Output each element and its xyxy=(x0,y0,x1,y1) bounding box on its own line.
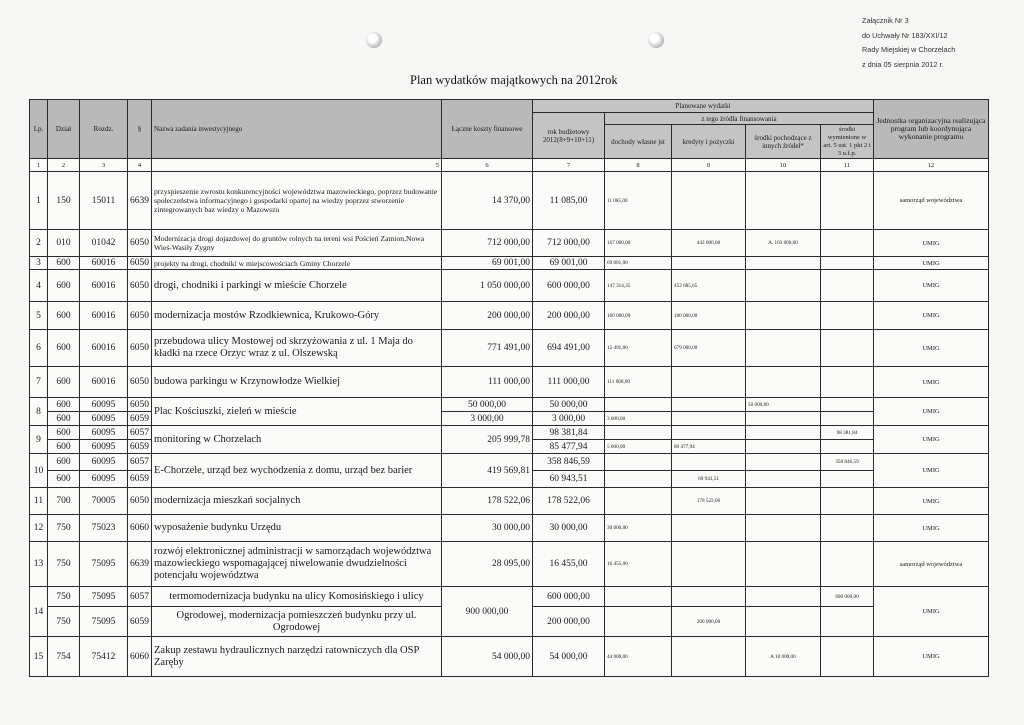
cell-dzial: 700 xyxy=(48,488,80,515)
cell-kredyty xyxy=(672,398,746,412)
cell-wym xyxy=(821,471,874,488)
cell-jednostka: UMIG xyxy=(874,257,989,270)
cell-lp: 2 xyxy=(30,230,48,257)
punch-hole-right xyxy=(648,32,664,48)
cell-name: Plac Kościuszki, zieleń w mieście xyxy=(152,398,442,426)
cell-laczne: 69 001,00 xyxy=(442,257,533,270)
cell-par: 6057 xyxy=(128,454,152,471)
cell-laczne: 771 491,00 xyxy=(442,330,533,367)
cell-dochody xyxy=(605,398,672,412)
cell-laczne: 178 522,06 xyxy=(442,488,533,515)
punch-hole-left xyxy=(366,32,382,48)
col-number: 10 xyxy=(746,159,821,172)
table-row xyxy=(30,257,989,270)
cell-dzial: 600 xyxy=(48,367,80,398)
cell-name: termomodernizacja budynku na ulicy Komosińskiego i ulicy xyxy=(152,587,442,607)
table-row xyxy=(30,367,989,398)
cell-par: 6057 xyxy=(128,426,152,440)
cell-rozdz: 75095 xyxy=(80,607,128,637)
cell-wym xyxy=(821,230,874,257)
cell-lp: 12 xyxy=(30,515,48,542)
cell-jednostka: UMIG xyxy=(874,330,989,367)
cell-dzial: 010 xyxy=(48,230,80,257)
col-header-jednostka: Jednostka organizacyjna realizująca program lub koordynująca wykonanie programu xyxy=(874,100,989,159)
cell-dochody: 100 000,00 xyxy=(605,302,672,330)
cell-wym xyxy=(821,515,874,542)
cell-laczne: 200 000,00 xyxy=(442,302,533,330)
cell-inne xyxy=(746,257,821,270)
cell-lp: 11 xyxy=(30,488,48,515)
cell-rozdz: 60016 xyxy=(80,367,128,398)
cell-wym xyxy=(821,412,874,426)
cell-rok: 3 000,00 xyxy=(533,412,605,426)
cell-laczne: 419 569,81 xyxy=(442,454,533,488)
cell-laczne: 900 000,00 xyxy=(442,587,533,637)
cell-kredyty xyxy=(672,587,746,607)
cell-kredyty: 679 000,00 xyxy=(672,330,746,367)
cell-name: modernizacja mieszkań socjalnych xyxy=(152,488,442,515)
cell-jednostka: UMIG xyxy=(874,367,989,398)
col-header-srodki-wym: środki wymienione w art. 5 ust. 1 pkt 2 i 3 u.f.p. xyxy=(821,125,874,159)
cell-lp: 5 xyxy=(30,302,48,330)
col-header-z-tego: z tego źródła finansowania xyxy=(605,113,874,125)
cell-dzial: 150 xyxy=(48,172,80,230)
cell-wym xyxy=(821,302,874,330)
col-header-rozdz: Rozdz. xyxy=(80,100,128,159)
cell-kredyty xyxy=(672,412,746,426)
cell-lp: 9 xyxy=(30,426,48,454)
cell-rozdz: 60095 xyxy=(80,398,128,412)
cell-name: przebudowa ulicy Mostowej od skrzyżowania z ul. 1 Maja do kładki na rzece Orzyc wraz z ul. Olszewską xyxy=(152,330,442,367)
cell-inne xyxy=(746,270,821,302)
cell-rok: 30 000,00 xyxy=(533,515,605,542)
cell-kredyty: 442 000,00 xyxy=(672,230,746,257)
cell-inne: 50 000,00 xyxy=(746,398,821,412)
column-number-row xyxy=(30,159,989,172)
cell-name: Ogrodowej, modernizacja pomieszczeń budynku przy ul. Ogrodowej xyxy=(152,607,442,637)
cell-lp: 6 xyxy=(30,330,48,367)
cell-laczne: 50 000,00 xyxy=(442,398,533,412)
cell-inne: A 10 000,00 xyxy=(746,637,821,677)
cell-dzial: 600 xyxy=(48,330,80,367)
cell-jednostka: samorząd województwa xyxy=(874,542,989,587)
cell-wym xyxy=(821,172,874,230)
col-number: 5 xyxy=(152,159,442,172)
col-number: 9 xyxy=(672,159,746,172)
table-row xyxy=(30,587,989,607)
cell-jednostka: UMIG xyxy=(874,488,989,515)
table-row xyxy=(30,515,989,542)
cell-kredyty xyxy=(672,367,746,398)
cell-dzial: 600 xyxy=(48,440,80,454)
cell-dochody: 30 000,00 xyxy=(605,515,672,542)
cell-par: 6639 xyxy=(128,542,152,587)
cell-rozdz: 60095 xyxy=(80,440,128,454)
cell-dzial: 750 xyxy=(48,515,80,542)
cell-lp: 8 xyxy=(30,398,48,426)
cell-jednostka: UMIG xyxy=(874,426,989,454)
cell-kredyty: 452 685,65 xyxy=(672,270,746,302)
cell-rok: 712 000,00 xyxy=(533,230,605,257)
cell-dzial: 600 xyxy=(48,302,80,330)
cell-dochody: 3 000,00 xyxy=(605,412,672,426)
cell-rok: 358 846,59 xyxy=(533,454,605,471)
cell-name: budowa parkingu w Krzynowłodze Wielkiej xyxy=(152,367,442,398)
cell-rozdz: 15011 xyxy=(80,172,128,230)
cell-rozdz: 60095 xyxy=(80,426,128,440)
cell-dzial: 600 xyxy=(48,454,80,471)
header-line: Rady Miejskiej w Chorzelach xyxy=(862,45,956,55)
cell-rok: 200 000,00 xyxy=(533,302,605,330)
cell-laczne: 14 370,00 xyxy=(442,172,533,230)
cell-wym xyxy=(821,542,874,587)
col-header-planowane: Planowane wydatki xyxy=(533,100,874,113)
cell-wym xyxy=(821,637,874,677)
cell-rok: 600 000,00 xyxy=(533,270,605,302)
cell-laczne: 205 999,78 xyxy=(442,426,533,454)
cell-name: drogi, chodniki i parkingi w mieście Chorzele xyxy=(152,270,442,302)
cell-dzial: 600 xyxy=(48,412,80,426)
col-number: 12 xyxy=(874,159,989,172)
col-number: 7 xyxy=(533,159,605,172)
cell-dochody xyxy=(605,454,672,471)
cell-par: 6057 xyxy=(128,587,152,607)
cell-jednostka: UMIG xyxy=(874,302,989,330)
cell-laczne: 712 000,00 xyxy=(442,230,533,257)
cell-laczne: 111 000,00 xyxy=(442,367,533,398)
cell-lp: 4 xyxy=(30,270,48,302)
cell-dochody: 44 000,00 xyxy=(605,637,672,677)
cell-rozdz: 75023 xyxy=(80,515,128,542)
cell-dochody xyxy=(605,607,672,637)
cell-name: modernizacja mostów Rzodkiewnica, Krukowo-Góry xyxy=(152,302,442,330)
cell-rozdz: 75412 xyxy=(80,637,128,677)
cell-kredyty: 80 477,94 xyxy=(672,440,746,454)
cell-kredyty xyxy=(672,515,746,542)
cell-dochody xyxy=(605,426,672,440)
header-line: do Uchwały Nr 183/XXI/12 xyxy=(862,30,948,40)
cell-rozdz: 60016 xyxy=(80,302,128,330)
cell-dzial: 600 xyxy=(48,426,80,440)
cell-rok: 60 943,51 xyxy=(533,471,605,488)
cell-inne xyxy=(746,607,821,637)
col-header-srodki-inne: środki pochodzące z innych źródeł* xyxy=(746,125,821,159)
cell-dzial: 600 xyxy=(48,398,80,412)
cell-inne xyxy=(746,330,821,367)
table-row xyxy=(30,542,989,587)
cell-dochody: 111 000,00 xyxy=(605,367,672,398)
col-number: 3 xyxy=(80,159,128,172)
cell-name: Zakup zestawu hydraulicznych narzędzi ratowniczych dla OSP Zaręby xyxy=(152,637,442,677)
cell-laczne: 28 095,00 xyxy=(442,542,533,587)
col-number: 11 xyxy=(821,159,874,172)
cell-rozdz: 60016 xyxy=(80,270,128,302)
cell-lp: 13 xyxy=(30,542,48,587)
cell-inne xyxy=(746,587,821,607)
cell-par: 6059 xyxy=(128,471,152,488)
cell-jednostka: UMIG xyxy=(874,270,989,302)
cell-inne xyxy=(746,412,821,426)
cell-name: przyspieszenie zwrostu konkurencyjności województwa mazowieckiego, poprzez budowanie społeczeństwa informacyjnego i gospodarki opartej na wiedzy poprzez stworzenie zintegrowanych baz wiedzy o Mazowszu xyxy=(152,172,442,230)
cell-jednostka: UMIG xyxy=(874,637,989,677)
cell-par: 6050 xyxy=(128,488,152,515)
cell-dzial: 750 xyxy=(48,587,80,607)
cell-jednostka: UMIG xyxy=(874,454,989,488)
cell-par: 6059 xyxy=(128,440,152,454)
table-row xyxy=(30,398,989,412)
cell-rok: 54 000,00 xyxy=(533,637,605,677)
header-line: Załącznik Nr 3 xyxy=(862,16,909,25)
cell-name: E-Chorzele, urząd bez wychodzenia z domu, urząd bez barier xyxy=(152,454,442,488)
cell-kredyty xyxy=(672,172,746,230)
col-header-rok: rok budżetowy 2012(8+9+10+11) xyxy=(533,113,605,159)
table-row xyxy=(30,426,989,440)
cell-par: 6050 xyxy=(128,257,152,270)
cell-dochody: 11 085,00 xyxy=(605,172,672,230)
cell-rozdz: 01042 xyxy=(80,230,128,257)
cell-dochody: 5 000,00 xyxy=(605,440,672,454)
cell-par: 6050 xyxy=(128,270,152,302)
cell-par: 6059 xyxy=(128,412,152,426)
cell-par: 6059 xyxy=(128,607,152,637)
cell-name: wyposażenie budynku Urzędu xyxy=(152,515,442,542)
cell-laczne: 1 050 000,00 xyxy=(442,270,533,302)
cell-lp: 10 xyxy=(30,454,48,488)
cell-par: 6050 xyxy=(128,398,152,412)
cell-lp: 15 xyxy=(30,637,48,677)
cell-rozdz: 60095 xyxy=(80,471,128,488)
cell-dochody: 167 000,00 xyxy=(605,230,672,257)
col-number: 2 xyxy=(48,159,80,172)
cell-wym xyxy=(821,488,874,515)
cell-rok: 200 000,00 xyxy=(533,607,605,637)
col-header-lp: Lp. xyxy=(30,100,48,159)
cell-wym xyxy=(821,398,874,412)
cell-rozdz: 60016 xyxy=(80,257,128,270)
cell-kredyty: 178 522,06 xyxy=(672,488,746,515)
cell-rozdz: 70005 xyxy=(80,488,128,515)
document-title: Plan wydatków majątkowych na 2012rok xyxy=(410,73,618,87)
col-header-kredyty: kredyty i pożyczki xyxy=(672,125,746,159)
cell-dochody xyxy=(605,587,672,607)
cell-inne xyxy=(746,172,821,230)
cell-dzial: 600 xyxy=(48,270,80,302)
table-row xyxy=(30,270,989,302)
cell-name: rozwój elektronicznej administracji w samorządach województwa mazowieckiego wspomagającej niwelowanie dwudzielności potencjału województwa xyxy=(152,542,442,587)
cell-inne: A. 103 000,00 xyxy=(746,230,821,257)
cell-dochody: 16 455,00 xyxy=(605,542,672,587)
cell-jednostka: UMIG xyxy=(874,515,989,542)
col-header-laczne: Łączne koszty finansowe xyxy=(442,100,533,159)
table-row xyxy=(30,172,989,230)
cell-dochody xyxy=(605,471,672,488)
col-number: 8 xyxy=(605,159,672,172)
cell-par: 6050 xyxy=(128,302,152,330)
cell-wym xyxy=(821,270,874,302)
table-row xyxy=(30,488,989,515)
cell-par: 6050 xyxy=(128,330,152,367)
col-number: 4 xyxy=(128,159,152,172)
cell-kredyty xyxy=(672,426,746,440)
cell-rok: 11 085,00 xyxy=(533,172,605,230)
cell-par: 6639 xyxy=(128,172,152,230)
col-number: 1 xyxy=(30,159,48,172)
cell-dzial: 600 xyxy=(48,257,80,270)
cell-dochody xyxy=(605,488,672,515)
cell-inne xyxy=(746,542,821,587)
cell-jednostka: UMIG xyxy=(874,398,989,426)
cell-kredyty: 60 943,51 xyxy=(672,471,746,488)
cell-par: 6050 xyxy=(128,230,152,257)
cell-wym: 600 000,00 xyxy=(821,587,874,607)
cell-dochody: 147 314,35 xyxy=(605,270,672,302)
cell-wym: 98 381,84 xyxy=(821,426,874,440)
col-number: 6 xyxy=(442,159,533,172)
cell-wym xyxy=(821,367,874,398)
cell-kredyty: 100 000,00 xyxy=(672,302,746,330)
cell-rozdz: 60095 xyxy=(80,412,128,426)
cell-kredyty xyxy=(672,454,746,471)
cell-lp: 7 xyxy=(30,367,48,398)
cell-dzial: 600 xyxy=(48,471,80,488)
cell-rok: 16 455,00 xyxy=(533,542,605,587)
cell-jednostka: UMIG xyxy=(874,587,989,637)
cell-rok: 111 000,00 xyxy=(533,367,605,398)
cell-dzial: 754 xyxy=(48,637,80,677)
attachment-header xyxy=(862,14,992,72)
cell-rok: 694 491,00 xyxy=(533,330,605,367)
cell-rozdz: 60095 xyxy=(80,454,128,471)
cell-rok: 69 001,00 xyxy=(533,257,605,270)
cell-name: Modernizacja drogi dojazdowej do gruntów rolnych na tereni wsi Poścień Zamion,Nowa Wieś-Wasiły Zygny xyxy=(152,230,442,257)
cell-rozdz: 75095 xyxy=(80,542,128,587)
cell-dzial: 750 xyxy=(48,607,80,637)
cell-rok: 85 477,94 xyxy=(533,440,605,454)
cell-jednostka: UMIG xyxy=(874,230,989,257)
table-row xyxy=(30,330,989,367)
cell-inne xyxy=(746,471,821,488)
col-header-dochody: dochody własne jst xyxy=(605,125,672,159)
col-header-par: § xyxy=(128,100,152,159)
cell-rok: 600 000,00 xyxy=(533,587,605,607)
col-header-nazwa: Nazwa zadania inwestycyjnego xyxy=(152,100,442,159)
cell-dochody: 69 001,00 xyxy=(605,257,672,270)
cell-dzial: 750 xyxy=(48,542,80,587)
cell-laczne: 30 000,00 xyxy=(442,515,533,542)
cell-name: monitoring w Chorzelach xyxy=(152,426,442,454)
cell-inne xyxy=(746,426,821,440)
cell-lp: 14 xyxy=(30,587,48,637)
cell-kredyty xyxy=(672,542,746,587)
cell-rok: 50 000,00 xyxy=(533,398,605,412)
cell-inne xyxy=(746,515,821,542)
table-row xyxy=(30,454,989,471)
cell-par: 6060 xyxy=(128,515,152,542)
cell-wym xyxy=(821,330,874,367)
cell-laczne: 54 000,00 xyxy=(442,637,533,677)
cell-inne xyxy=(746,488,821,515)
cell-rok: 98 381,84 xyxy=(533,426,605,440)
table-row xyxy=(30,637,989,677)
cell-lp: 1 xyxy=(30,172,48,230)
cell-kredyty: 200 000,00 xyxy=(672,607,746,637)
cell-dochody: 15 491,00 xyxy=(605,330,672,367)
cell-inne xyxy=(746,302,821,330)
cell-inne xyxy=(746,440,821,454)
cell-wym xyxy=(821,607,874,637)
cell-rozdz: 60016 xyxy=(80,330,128,367)
header-line: z dnia 05 sierpnia 2012 r. xyxy=(862,59,944,69)
expenditure-table xyxy=(29,99,989,677)
cell-wym: 358 846,59 xyxy=(821,454,874,471)
col-header-dzial: Dział xyxy=(48,100,80,159)
cell-wym xyxy=(821,257,874,270)
cell-kredyty xyxy=(672,637,746,677)
cell-kredyty xyxy=(672,257,746,270)
header-row xyxy=(30,100,989,113)
cell-laczne: 3 000,00 xyxy=(442,412,533,426)
cell-jednostka: samorząd województwa xyxy=(874,172,989,230)
cell-rozdz: 75095 xyxy=(80,587,128,607)
cell-inne xyxy=(746,367,821,398)
cell-name: projekty na drogi, chodniki w miejscowościach Gminy Chorzele xyxy=(152,257,442,270)
cell-par: 6060 xyxy=(128,637,152,677)
cell-rok: 178 522,06 xyxy=(533,488,605,515)
cell-inne xyxy=(746,454,821,471)
table-row xyxy=(30,230,989,257)
cell-par: 6050 xyxy=(128,367,152,398)
table-row xyxy=(30,302,989,330)
cell-wym xyxy=(821,440,874,454)
cell-lp: 3 xyxy=(30,257,48,270)
